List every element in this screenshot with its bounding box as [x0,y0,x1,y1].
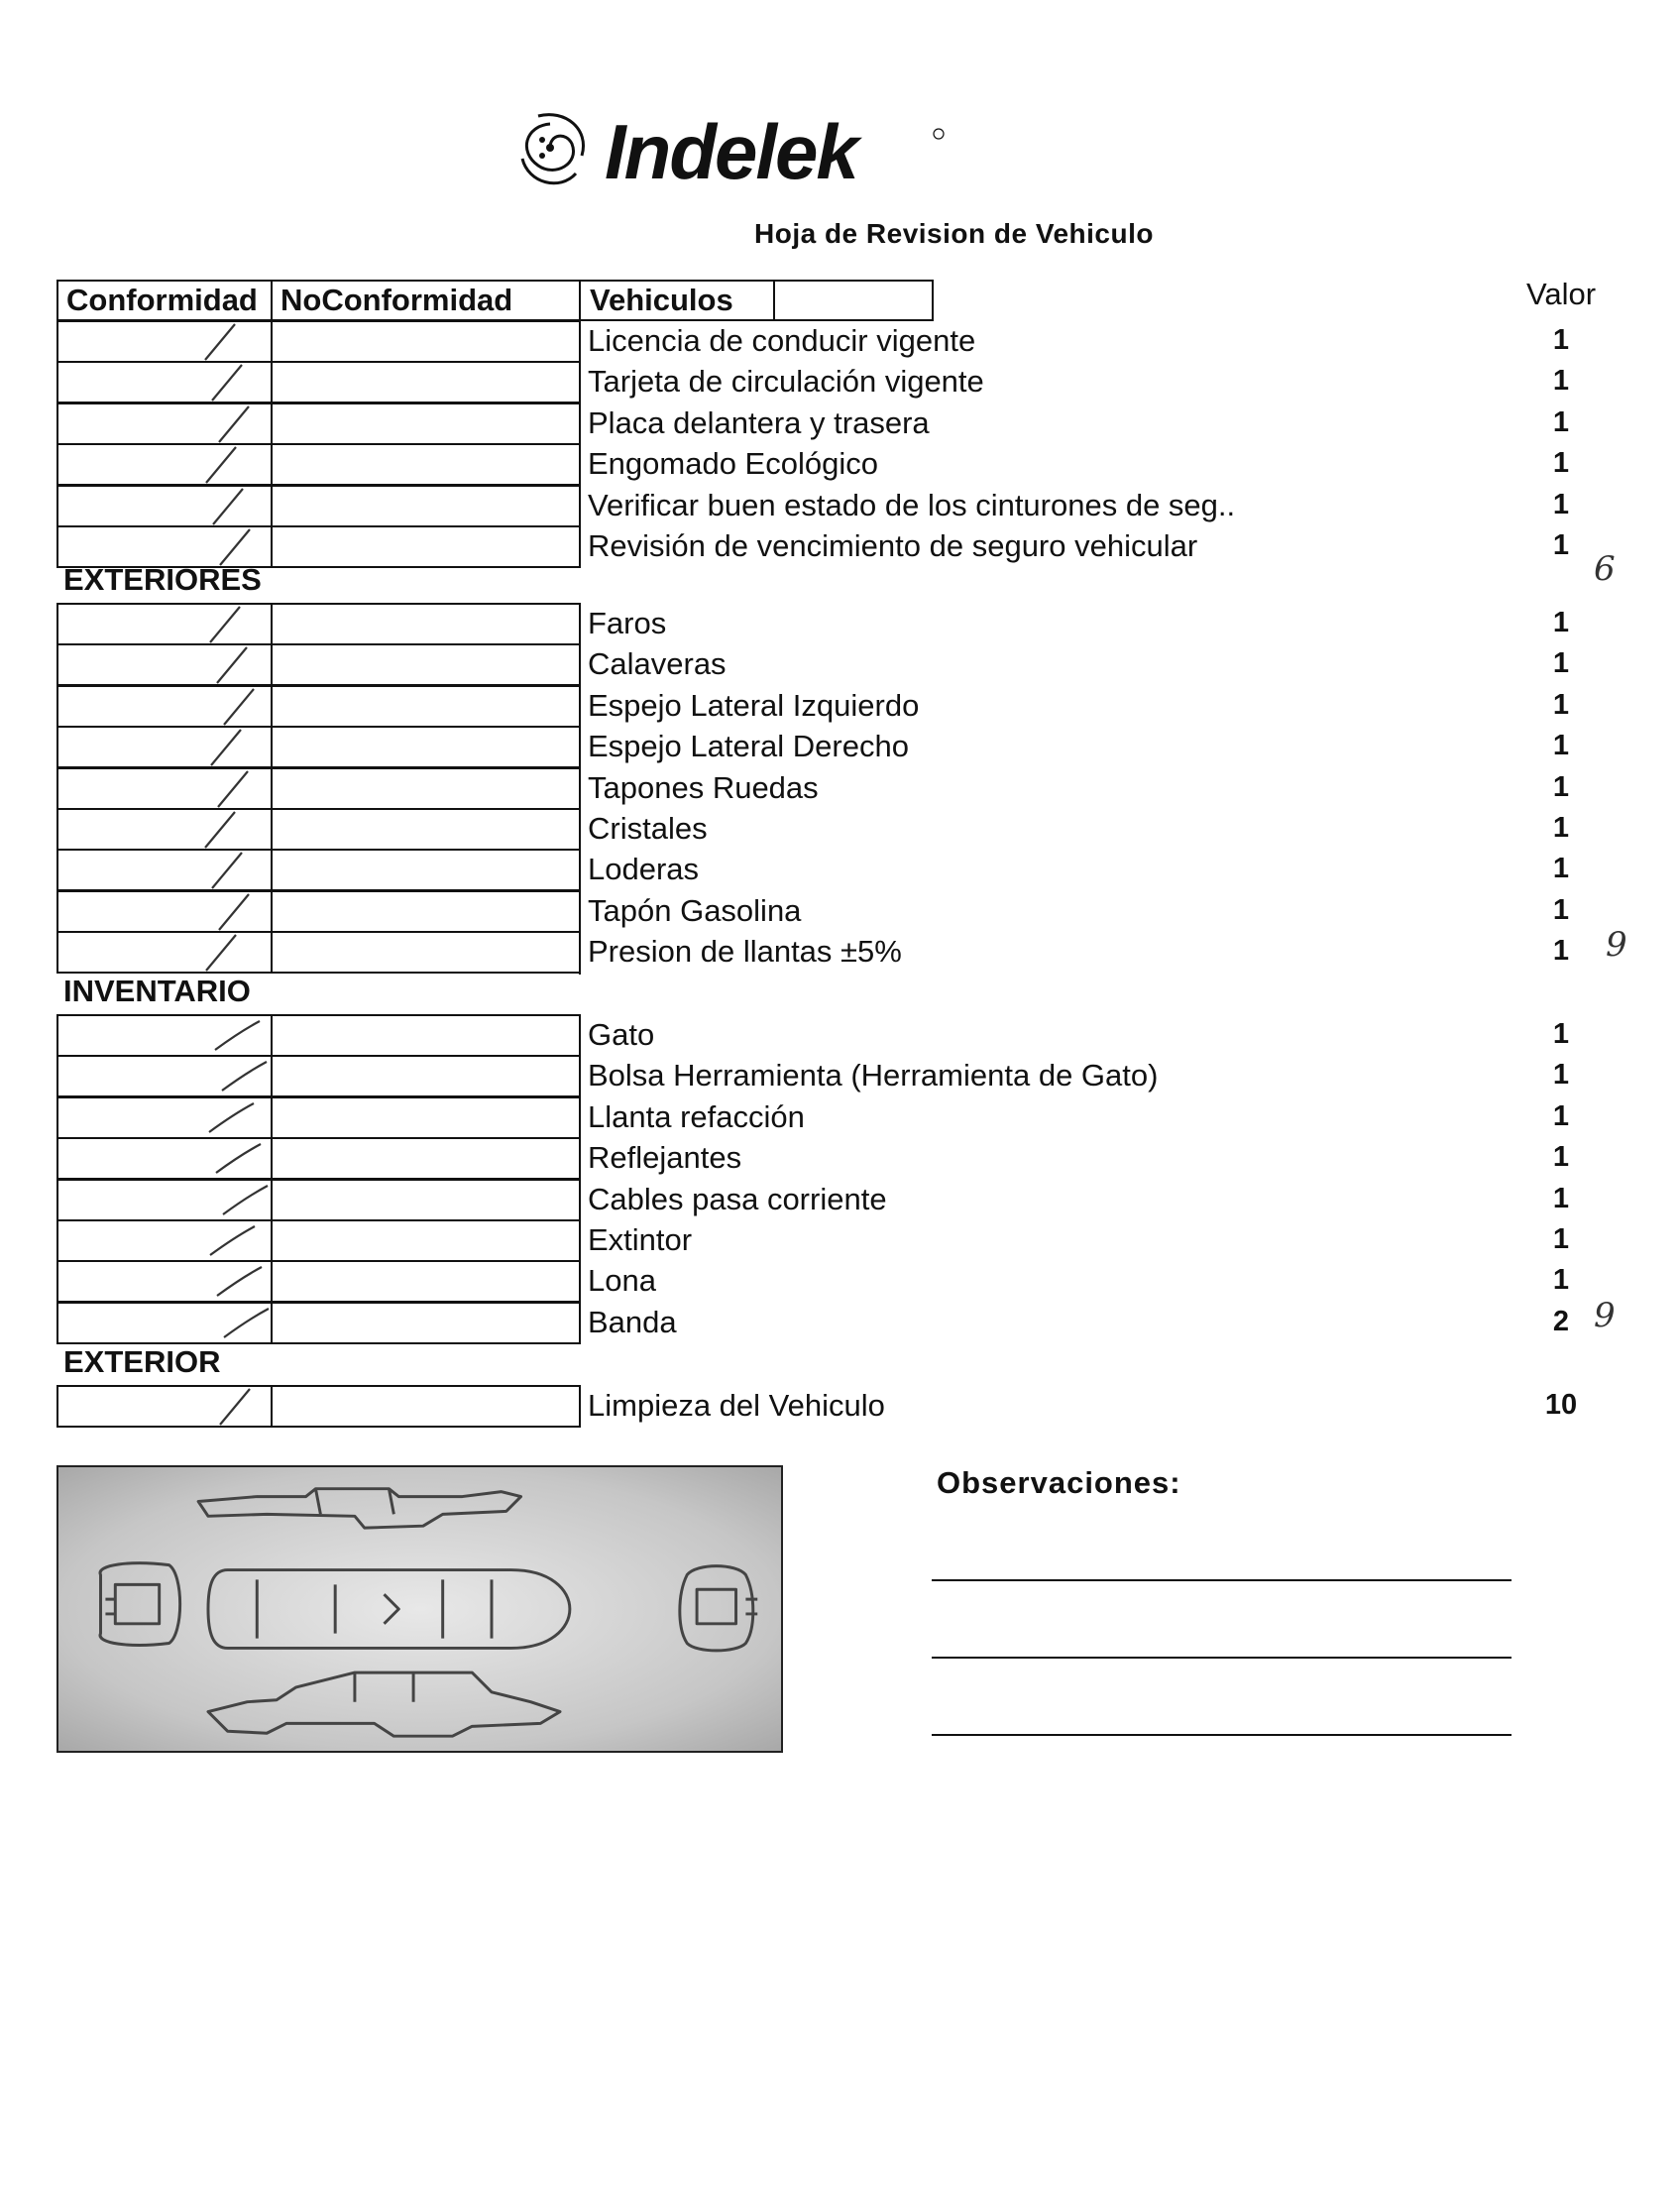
checklist-item-value: 1 [1552,324,1570,356]
check-mark-icon [56,1302,273,1344]
checklist-item-value: 1 [1552,689,1570,721]
conformidad-cell[interactable] [56,320,273,363]
item-column-border [579,1385,581,1428]
no-conformidad-cell[interactable] [271,320,581,363]
checklist-item-value: 1 [1552,647,1570,679]
svg-text:Indelek: Indelek [605,108,857,195]
checklist-item-label: Bolsa Herramienta (Herramienta de Gato) [588,1058,1159,1093]
check-mark-icon [56,361,273,403]
item-column-border [579,320,581,568]
check-mark-icon [56,1179,273,1221]
check-mark-icon [56,767,273,810]
checklist-item-value: 1 [1552,1018,1570,1050]
check-mark-icon [56,403,273,445]
check-mark-icon [56,1096,273,1139]
checklist-item-value: 1 [1552,771,1570,803]
no-conformidad-cell[interactable] [271,849,581,891]
no-conformidad-cell[interactable] [271,808,581,851]
conformidad-cell[interactable] [56,1137,273,1180]
checklist-item-label: Placa delantera y trasera [588,405,930,440]
no-conformidad-cell[interactable] [271,1385,581,1428]
checklist-item-label: Verificar buen estado de los cinturones de seg.. [588,488,1236,522]
vehicle-diagram [56,1465,783,1753]
handwritten-subtotal: 9 [1606,925,1627,965]
conformidad-cell[interactable] [56,1219,273,1262]
checklist-item-label: Licencia de conducir vigente [588,323,976,358]
observaciones-line-3[interactable] [932,1734,1512,1736]
no-conformidad-cell[interactable] [271,643,581,686]
checklist-item-label: Revisión de vencimiento de seguro vehicular [588,528,1198,563]
checklist-item-label: Tapones Ruedas [588,770,819,805]
no-conformidad-cell[interactable] [271,1302,581,1344]
checklist-item-label: Extintor [588,1222,693,1257]
checklist-item-value: 2 [1552,1306,1570,1337]
conformidad-cell[interactable] [56,767,273,810]
check-mark-icon [56,1219,273,1262]
checklist-item-value: 1 [1552,607,1570,638]
checklist-item-label: Limpieza del Vehiculo [588,1388,885,1423]
checklist-item-value: 10 [1544,1389,1578,1421]
checklist-item-value: 1 [1552,365,1570,397]
no-conformidad-cell[interactable] [271,1055,581,1097]
conformidad-cell[interactable] [56,1179,273,1221]
conformidad-cell[interactable] [56,443,273,486]
checklist-item-value: 1 [1552,853,1570,884]
handwritten-subtotal: 6 [1594,549,1616,589]
conformidad-cell[interactable] [56,890,273,933]
check-mark-icon [56,726,273,768]
checklist-item-value: 1 [1552,1059,1570,1091]
check-mark-icon [56,1385,273,1428]
header-valor: Valor [1525,277,1597,311]
conformidad-cell[interactable] [56,361,273,403]
no-conformidad-cell[interactable] [271,931,581,974]
checklist-item-label: Calaveras [588,646,727,681]
no-conformidad-cell[interactable] [271,603,581,645]
checklist-item-value: 1 [1552,1141,1570,1173]
conformidad-cell[interactable] [56,1014,273,1057]
check-mark-icon [56,603,273,645]
checklist-item-value: 1 [1552,812,1570,844]
check-mark-icon [56,849,273,891]
check-mark-icon [56,320,273,363]
handwritten-subtotal: 9 [1594,1296,1616,1335]
checklist-item-label: Espejo Lateral Derecho [588,729,909,763]
no-conformidad-cell[interactable] [271,1179,581,1221]
check-mark-icon [56,643,273,686]
no-conformidad-cell[interactable] [271,361,581,403]
check-mark-icon [56,931,273,974]
observaciones-line-2[interactable] [932,1657,1512,1659]
checklist-item-label: Llanta refacción [588,1099,805,1134]
checklist-item-label: Tarjeta de circulación vigente [588,364,984,399]
checklist-item-value: 1 [1552,935,1570,967]
conformidad-cell[interactable] [56,931,273,974]
checklist-item-value: 1 [1552,730,1570,761]
conformidad-cell[interactable] [56,403,273,445]
checklist-item-value: 1 [1552,447,1570,479]
check-mark-icon [56,890,273,933]
no-conformidad-cell[interactable] [271,403,581,445]
section-title: EXTERIORES [63,562,262,597]
section-title: INVENTARIO [63,974,251,1008]
checklist-item-value: 1 [1552,1223,1570,1255]
conformidad-cell[interactable] [56,1055,273,1097]
section-title: EXTERIOR [63,1344,221,1379]
checklist-item-label: Tapón Gasolina [588,893,802,928]
checklist-item-label: Lona [588,1263,656,1298]
conformidad-cell[interactable] [56,849,273,891]
checklist-item-value: 1 [1552,529,1570,561]
checklist-item-label: Faros [588,606,667,640]
no-conformidad-cell[interactable] [271,890,581,933]
no-conformidad-cell[interactable] [271,485,581,527]
header-no-conformidad: NoConformidad [271,280,581,321]
conformidad-cell[interactable] [56,1385,273,1428]
checklist-item-label: Engomado Ecológico [588,446,878,481]
indelek-logo [510,104,956,198]
check-mark-icon [56,685,273,728]
no-conformidad-cell[interactable] [271,685,581,728]
checklist-item-label: Cristales [588,811,708,846]
no-conformidad-cell[interactable] [271,1014,581,1057]
header-vehiculos-field[interactable] [773,280,934,321]
no-conformidad-cell[interactable] [271,767,581,810]
check-mark-icon [56,1260,273,1303]
no-conformidad-cell[interactable] [271,726,581,768]
page-title: Hoja de Revision de Vehiculo [754,218,1154,249]
no-conformidad-cell[interactable] [271,1219,581,1262]
check-mark-icon [56,485,273,527]
checklist-item-label: Gato [588,1017,655,1052]
no-conformidad-cell[interactable] [271,1260,581,1303]
checklist-item-label: Espejo Lateral Izquierdo [588,688,920,723]
conformidad-cell[interactable] [56,1302,273,1344]
checklist-item-value: 1 [1552,1264,1570,1296]
conformidad-cell[interactable] [56,1260,273,1303]
vehicle-diagram-icon [58,1467,781,1751]
checklist-item-value: 1 [1552,1100,1570,1132]
no-conformidad-cell[interactable] [271,525,581,568]
item-column-border [579,603,581,975]
checklist-item-value: 1 [1552,406,1570,438]
observaciones-label: Observaciones: [937,1465,1181,1500]
no-conformidad-cell[interactable] [271,1096,581,1139]
conformidad-cell[interactable] [56,808,273,851]
checklist-item-value: 1 [1552,894,1570,926]
checklist-item-label: Banda [588,1305,677,1339]
check-mark-icon [56,443,273,486]
checklist-item-label: Loderas [588,852,700,886]
conformidad-cell[interactable] [56,685,273,728]
item-column-border [579,1014,581,1344]
conformidad-cell[interactable] [56,603,273,645]
no-conformidad-cell[interactable] [271,1137,581,1180]
checklist-item-label: Cables pasa corriente [588,1182,887,1216]
observaciones-line-1[interactable] [932,1579,1512,1581]
check-mark-icon [56,808,273,851]
check-mark-icon [56,1014,273,1057]
checklist-item-value: 1 [1552,489,1570,520]
conformidad-cell[interactable] [56,1096,273,1139]
checklist-item-label: Reflejantes [588,1140,742,1175]
conformidad-cell[interactable] [56,726,273,768]
check-mark-icon [56,1137,273,1180]
check-mark-icon [56,1055,273,1097]
header-vehiculos: Vehiculos [579,280,775,321]
checklist-item-value: 1 [1552,1183,1570,1214]
conformidad-cell[interactable] [56,643,273,686]
no-conformidad-cell[interactable] [271,443,581,486]
checklist-item-label: Presion de llantas ±5% [588,934,902,969]
conformidad-cell[interactable] [56,485,273,527]
spiral-logo-icon [510,104,956,198]
header-conformidad: Conformidad [56,280,273,321]
